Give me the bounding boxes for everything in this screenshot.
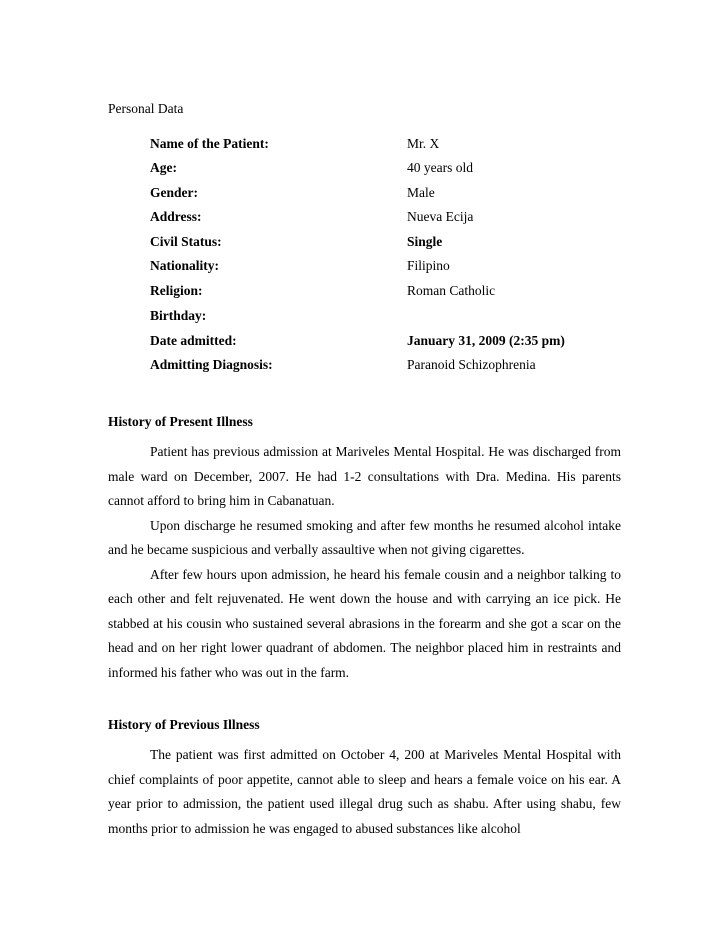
present-illness-heading: History of Present Illness: [108, 414, 253, 429]
field-value: Single: [407, 234, 443, 249]
field-label: Civil Status:: [150, 234, 222, 249]
personal-data-heading: Personal Data: [108, 101, 184, 116]
previous-illness-paragraph: The patient was first admitted on October 4, 200 at Mariveles Mental Hospital with chief complaints of poor appetite, cannot able to sleep and hears a female voice on his ear. A year prior to admission, the patient used illegal drug such as shabu. After using shabu, few months prior to admission he was engaged to abused substances like alcohol: [108, 747, 621, 836]
field-label: Date admitted:: [150, 333, 237, 348]
field-row-religion: [150, 283, 630, 303]
field-row-admitting-diagnosis: [150, 357, 630, 377]
field-value: Roman Catholic: [407, 283, 496, 298]
previous-illness-heading: History of Previous Illness: [108, 717, 260, 732]
field-row-civil-status: [150, 234, 630, 254]
field-label: Age:: [150, 160, 177, 175]
field-value: January 31, 2009 (2:35 pm): [407, 333, 565, 348]
field-row-nationality: [150, 258, 630, 278]
field-value: Male: [407, 185, 435, 200]
field-label: Nationality:: [150, 258, 219, 273]
field-row-date-admitted: [150, 333, 630, 353]
present-illness-paragraph: Patient has previous admission at Mariveles Mental Hospital. He was discharged from male ward on December, 2007. He had 1-2 consultations with Dra. Medina. His parents cannot afford to bring him in Cabanatuan.: [108, 444, 621, 508]
field-value: Mr. X: [407, 136, 440, 151]
field-row-address: [150, 209, 630, 229]
field-value: 40 years old: [407, 160, 473, 175]
present-illness-paragraph: Upon discharge he resumed smoking and after few months he resumed alcohol intake and he became suspicious and verbally assaultive when not giving cigarettes.: [108, 517, 621, 557]
field-row-age: [150, 160, 630, 180]
field-label: Admitting Diagnosis:: [150, 357, 273, 372]
field-label: Address:: [150, 209, 202, 224]
field-label: Name of the Patient:: [150, 136, 269, 151]
field-label: Religion:: [150, 283, 203, 298]
field-row-name: [150, 136, 630, 156]
field-value: Nueva Ecija: [407, 209, 474, 224]
field-label: Birthday:: [150, 308, 207, 323]
field-row-gender: [150, 185, 630, 205]
field-value: Filipino: [407, 258, 450, 273]
field-value: Paranoid Schizophrenia: [407, 357, 536, 372]
field-label: Gender:: [150, 185, 198, 200]
field-row-birthday: [150, 308, 630, 328]
present-illness-paragraph: After few hours upon admission, he heard his female cousin and a neighbor talking to each other and felt rejuvenated. He went down the house and with carrying an ice pick. He stabbed at his cousin who sustained several abrasions in the forearm and she got a scar on the head and on her right lower quadrant of abdomen. The neighbor placed him in restraints and informed his father who was out in the farm.: [108, 566, 621, 680]
